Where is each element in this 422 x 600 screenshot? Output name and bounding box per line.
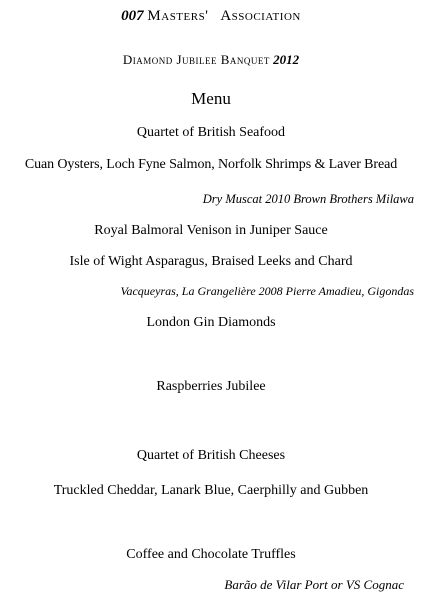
course-5-title: Quartet of British Cheeses xyxy=(136,448,286,463)
course-2-wine: Vacqueyras, La Grangelière 2008 Pierre Amadieu, Gigondas xyxy=(120,284,414,298)
course-4-title: Raspberries Jubilee xyxy=(156,379,266,394)
banquet-year: 2012 xyxy=(273,52,300,67)
association-name: Masters' Association xyxy=(147,8,301,24)
course-3-title: London Gin Diamonds xyxy=(146,315,276,330)
course-2-items: Isle of Wight Asparagus, Braised Leeks and Chard xyxy=(69,254,353,269)
menu-heading: Menu xyxy=(191,89,231,108)
course-2-title: Royal Balmoral Venison in Juniper Sauce xyxy=(94,223,328,238)
course-6-wine: Barão de Vilar Port or VS Cognac xyxy=(224,577,404,592)
course-1-title: Quartet of British Seafood xyxy=(136,125,286,140)
association-prefix: 007 xyxy=(121,8,144,24)
course-1-wine: Dry Muscat 2010 Brown Brothers Milawa xyxy=(202,192,414,206)
banquet-title: Diamond Jubilee Banquet xyxy=(122,52,270,67)
association-header xyxy=(0,9,422,24)
course-5-items: Truckled Cheddar, Lanark Blue, Caerphilly and Gubben xyxy=(53,483,369,498)
course-1-items: Cuan Oysters, Loch Fyne Salmon, Norfolk Shrimps & Laver Bread xyxy=(24,157,398,172)
course-6-title: Coffee and Chocolate Truffles xyxy=(126,547,296,562)
banquet-title-line xyxy=(0,53,422,66)
